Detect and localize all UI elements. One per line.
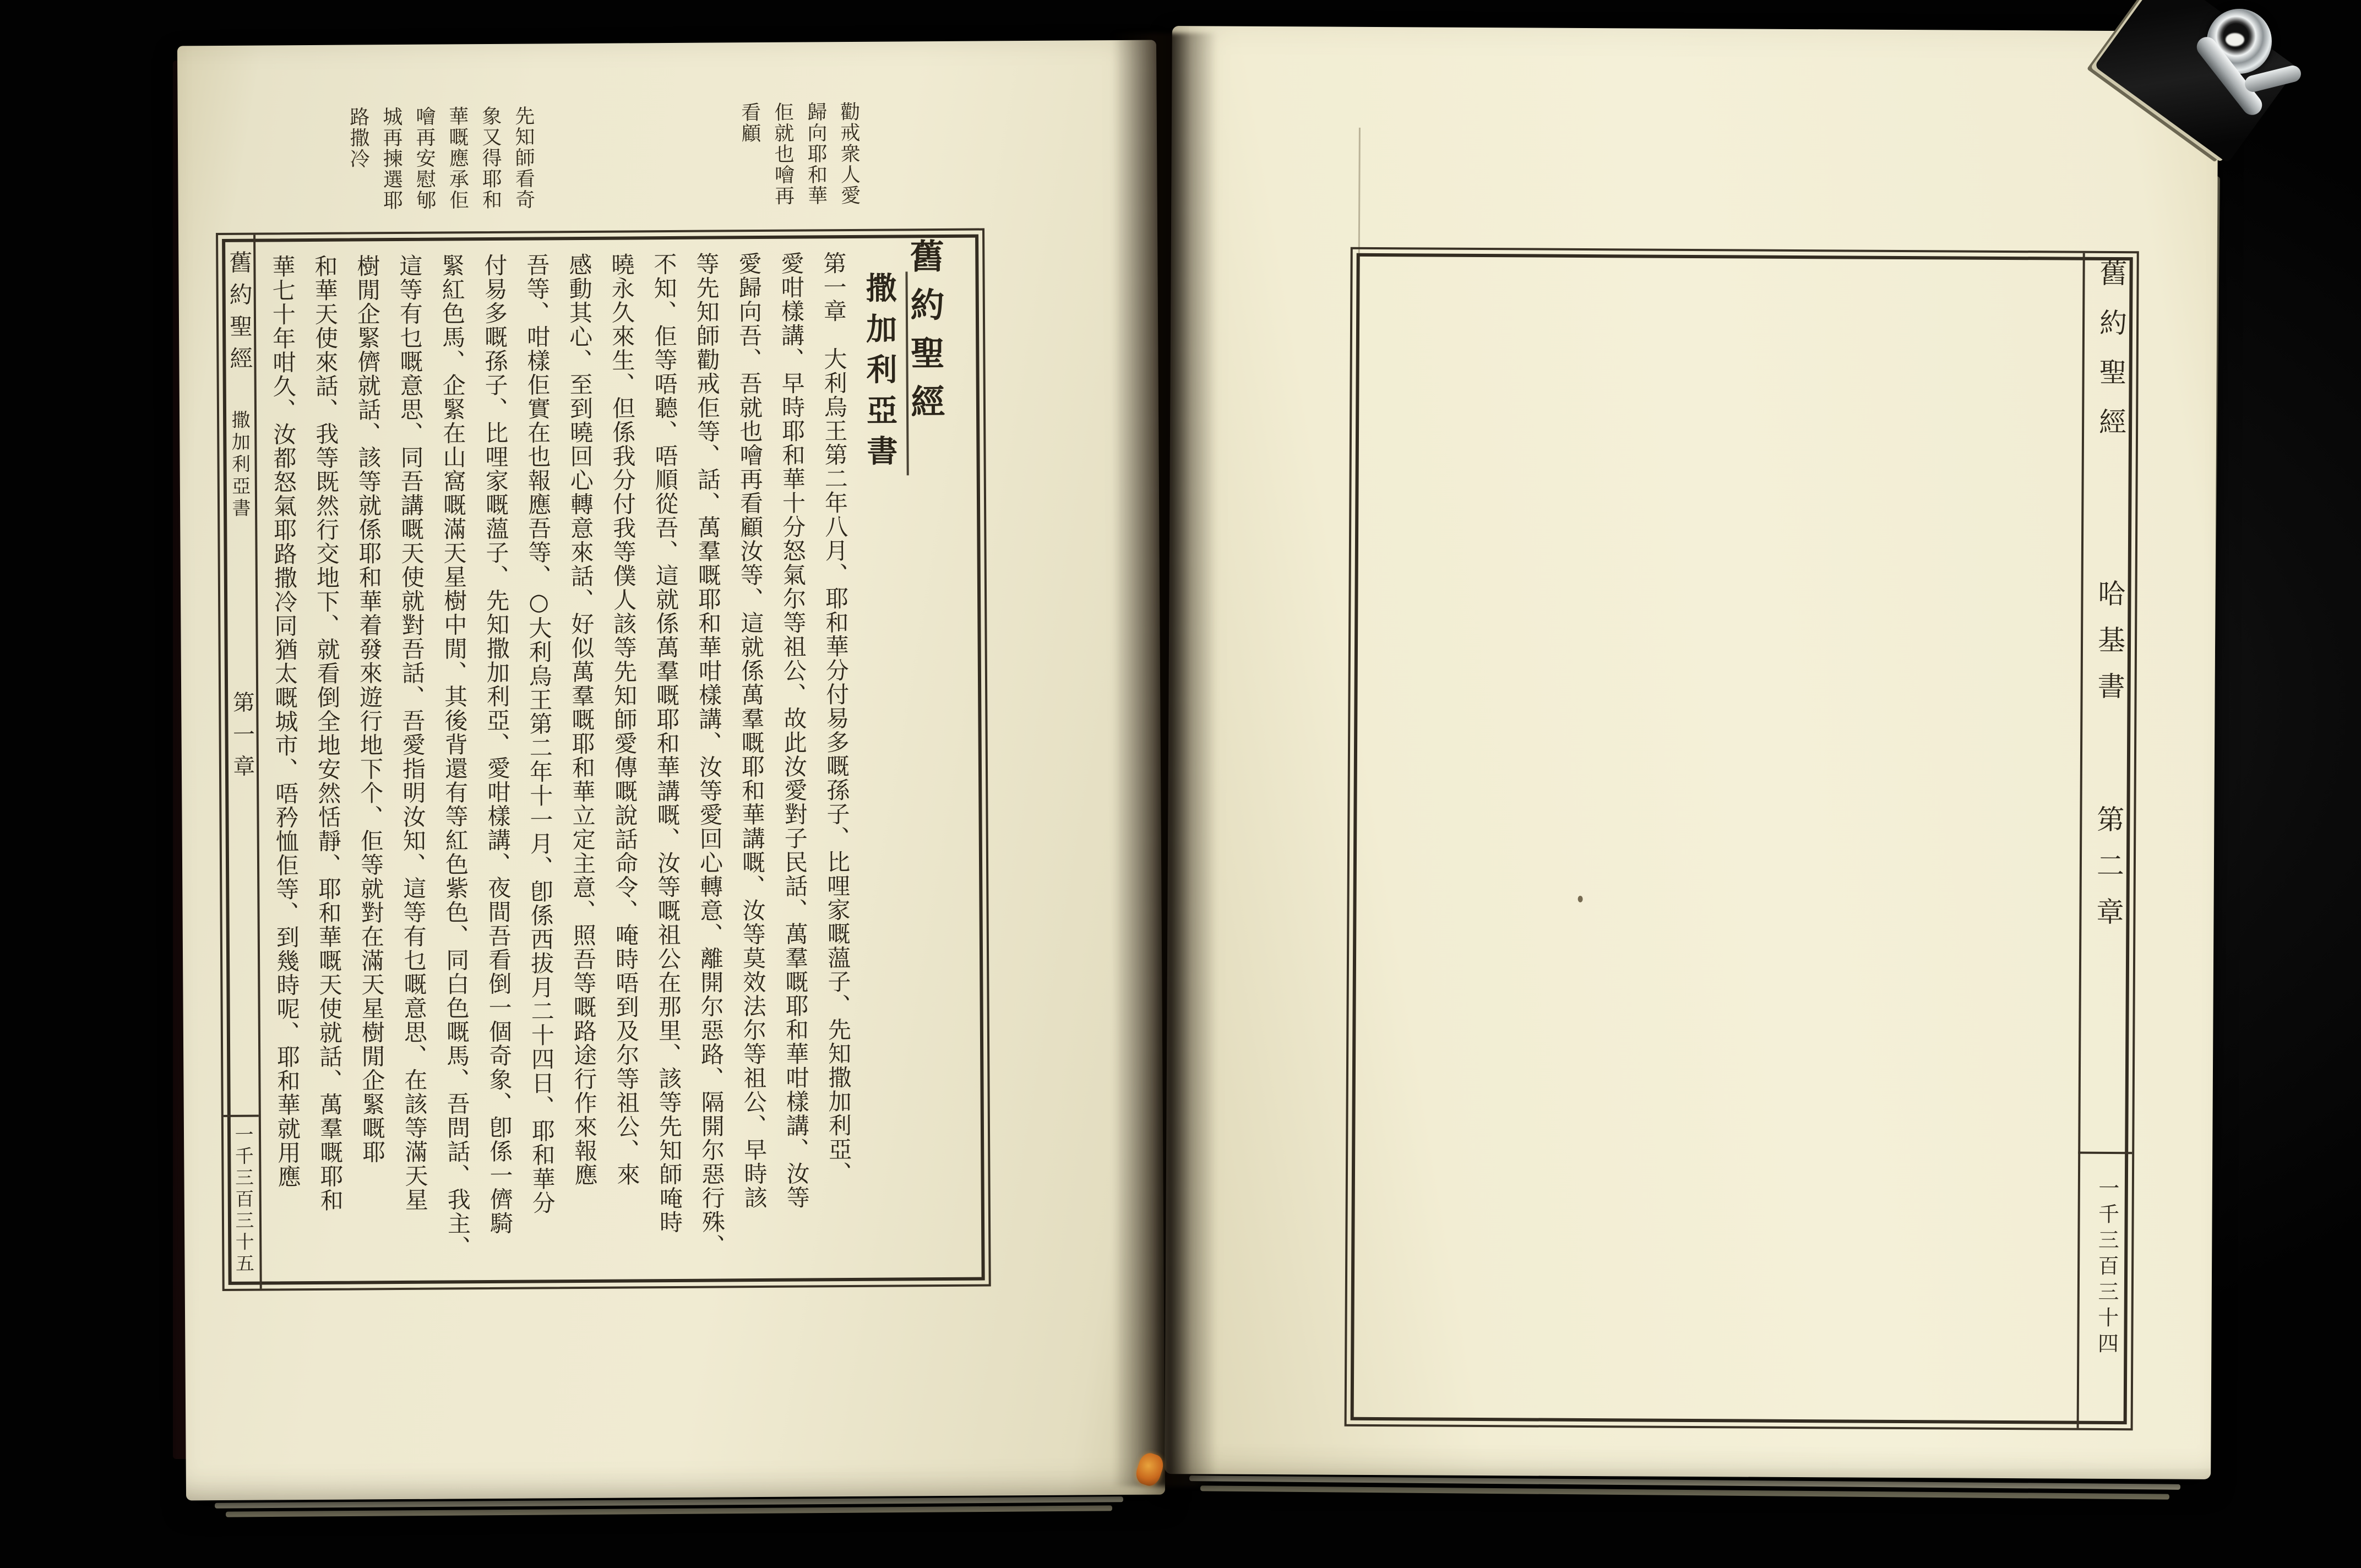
- left-page-frame: [216, 228, 991, 1291]
- right-page: [1165, 26, 2218, 1479]
- header-annotation-left: 先知師看奇 象又得耶和 華嘅應承佢 噲再安慰郇 城再揀選耶 路撒冷: [346, 105, 535, 211]
- margin-title-chapter: 第二章: [2092, 804, 2125, 944]
- body-text: 第一章 大利烏王第二年八月、耶和華分付易多嘅孫子、比哩家嘅薀子、先知撒加利亞、 愛咁樣講、早時耶和華十分怒氣尔等祖公、故此汝愛對子民話、萬羣嘅耶和華咁樣講、汝等 愛歸向吾、吾就也噲再看顧汝等、這就係萬羣嘅耶和華講嘅、汝等莫效法尔等祖公、早時該 等先知師勸戒佢等、話、萬羣嘅耶和華咁樣講、汝等愛回心轉意、離開尔惡路、隔開尔惡行殊、 不知、佢等唔聽、唔順從吾、這就係萬羣嘅耶和華講嘅、汝等嘅祖公在那里、該等先知師唵時 曉永久來生、但係我分付我等僕人該等先知師愛傳嘅說話命令、唵時唔到及尔等祖公、來 感動其心、至到曉回心轉意來話、好似萬羣嘅耶和華立定主意、照吾等嘅路途行作來報應 吾等、咁樣佢實在也報應吾等、○大利烏王第二年十一月、卽係西拔月二十四日、耶和華分 付易多嘅孫子、比哩家嘅薀子、先知撒加利亞、愛咁樣講、夜間吾看倒一個奇象、卽係一儕騎 緊紅色馬、企緊在山窩嘅滿天星樹中閒、其後背還有等紅色紫色、同白色嘅馬、吾問話、我主、 這等有乜嘅意思、同吾講嘅天使就對吾話、吾愛指明汝知、這等有乜嘅意思、在該等滿天星 樹閒企緊儕就話、該等就係耶和華着發來遊行地下个、佢等就對在滿天星樹閒企緊嘅耶 和華天使來話、我等既然行交地下、就看倒全地安然恬靜、耶和華嘅天使就話、萬羣嘅耶和 華七十年咁久、汝都怒氣耶路撒冷同猶太嘅城市、唔矜恤佢等、到幾時呢、耶和華就用應: [269, 251, 853, 1260]
- margin-title-series: 舊約聖經: [2094, 258, 2128, 458]
- header-annotation-right: 勸戒衆人愛 歸向耶和華 佢就也噲再 看顧: [738, 101, 861, 206]
- margin-title-book: 撒加利亞書: [227, 410, 251, 520]
- margin-rule: [2077, 253, 2085, 1428]
- left-page: [177, 40, 1165, 1501]
- page-number-left: 一千三百三十五: [231, 1124, 254, 1275]
- margin-title-book: 哈基書: [2093, 579, 2126, 718]
- margin-title-chapter: 第一章: [229, 690, 255, 787]
- right-page-frame: [1345, 247, 2139, 1430]
- title-series: 舊約聖經: [904, 238, 946, 433]
- page-number-right: 一千三百三十四: [2094, 1177, 2119, 1359]
- frame-inner-line: [1351, 253, 2133, 1424]
- book-gutter-shadow: [1112, 33, 1217, 1487]
- margin-title-series: 舊約聖經: [226, 250, 254, 378]
- page-number-rule: [224, 1115, 259, 1117]
- title-book: 撒加利亞書: [857, 271, 909, 476]
- ink-speck: [1578, 896, 1583, 902]
- binder-clip-glint: [2226, 33, 2244, 46]
- page-number-rule: [2078, 1152, 2132, 1155]
